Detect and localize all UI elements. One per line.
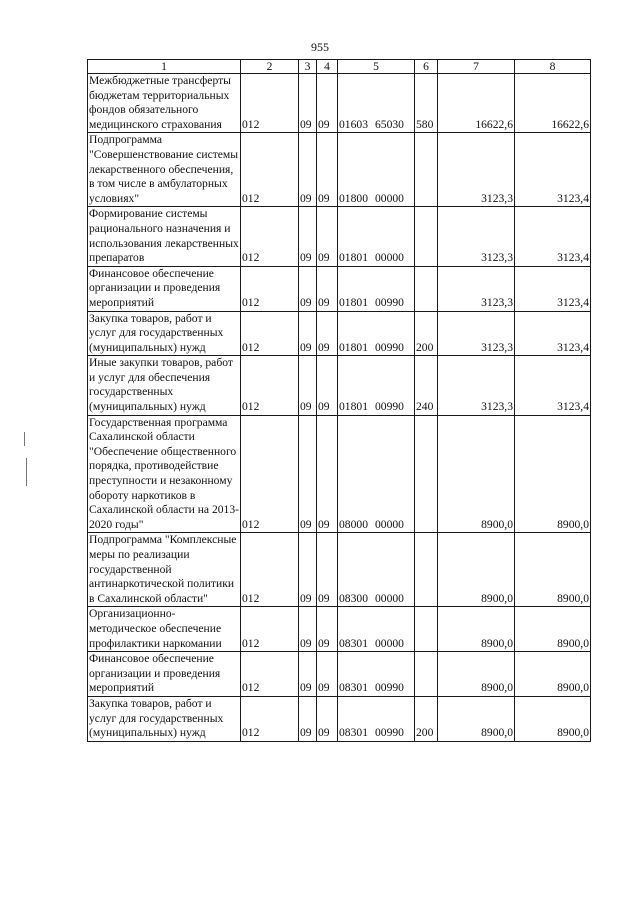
col-header-2: 2 [241,60,299,74]
row-section-code: 09 [299,652,317,697]
row-subsection-code: 09 [317,533,338,607]
row-sum-first: 8900,0 [438,607,515,652]
row-sum-first: 3123,3 [438,133,515,207]
row-target-article [338,652,415,697]
row-expense-type [415,266,438,311]
row-grbs-code: 012 [241,74,299,133]
row-grbs-code: 012 [241,311,299,356]
row-target-article [338,696,415,741]
row-name: Государственная программа Сахалинской области "Обеспечение общественного порядка, противодействие преступности и незаконному обороту наркотиков в Сахалинской области на 2013-2020 годы" [88,415,241,533]
row-name: Межбюджетные трансферты бюджетам территориальных фондов обязательного медицинского страхования [88,74,241,133]
row-section-code: 09 [299,415,317,533]
row-target-article-direction: 00990 [374,681,404,695]
row-target-article-direction: 00000 [374,517,404,531]
row-target-article-direction: 00990 [374,295,404,309]
col-header-8: 8 [515,60,591,74]
scan-artifact [26,458,27,486]
row-sum-first: 16622,6 [438,74,515,133]
col-header-7: 7 [438,60,515,74]
row-grbs-code: 012 [241,207,299,266]
row-name: Организационно-методическое обеспечение профилактики наркомании [88,607,241,652]
row-expense-type [415,652,438,697]
row-target-article-direction: 00990 [374,726,404,740]
row-section-code: 09 [299,311,317,356]
table-row [88,74,591,133]
row-target-article-direction: 00000 [374,636,404,650]
row-target-article-direction: 00000 [374,591,404,605]
header-row [88,60,591,74]
col-header-3: 3 [299,60,317,74]
row-grbs-code: 012 [241,266,299,311]
budget-table [87,59,591,742]
row-grbs-code: 012 [241,607,299,652]
row-target-article-program: 08300 [339,591,368,605]
row-section-code: 09 [299,533,317,607]
row-name: Формирование системы рационального назначения и использования лекарственных препаратов [88,207,241,266]
table-row [88,533,591,607]
row-name: Иные закупки товаров, работ и услуг для обеспечения государственных (муниципальных) нужд [88,356,241,415]
table-row [88,207,591,266]
row-grbs-code: 012 [241,133,299,207]
row-section-code: 09 [299,207,317,266]
row-sum-first: 3123,3 [438,207,515,266]
row-sum-second: 8900,0 [515,415,591,533]
col-header-5: 5 [338,60,415,74]
row-target-article-program: 08301 [339,726,368,740]
row-grbs-code: 012 [241,356,299,415]
row-expense-type: 580 [415,74,438,133]
row-subsection-code: 09 [317,266,338,311]
row-name: Закупка товаров, работ и услуг для государственных (муниципальных) нужд [88,311,241,356]
table-row [88,415,591,533]
row-sum-first: 8900,0 [438,415,515,533]
row-subsection-code: 09 [317,207,338,266]
row-sum-second: 3123,4 [515,311,591,356]
row-target-article-program: 08301 [339,681,368,695]
row-sum-first: 3123,3 [438,356,515,415]
row-grbs-code: 012 [241,415,299,533]
row-target-article-program: 01801 [339,400,368,414]
scan-artifact [24,432,25,446]
row-expense-type [415,415,438,533]
row-section-code: 09 [299,133,317,207]
row-section-code: 09 [299,607,317,652]
row-target-article [338,415,415,533]
row-name: Финансовое обеспечение организации и проведения мероприятий [88,652,241,697]
row-sum-first: 8900,0 [438,533,515,607]
row-expense-type [415,133,438,207]
row-sum-first: 8900,0 [438,652,515,697]
row-sum-second: 8900,0 [515,533,591,607]
row-sum-second: 8900,0 [515,607,591,652]
row-target-article-program: 01801 [339,340,368,354]
row-sum-first: 3123,3 [438,311,515,356]
row-subsection-code: 09 [317,133,338,207]
col-header-4: 4 [317,60,338,74]
table-row [88,311,591,356]
row-name: Закупка товаров, работ и услуг для государственных (муниципальных) нужд [88,696,241,741]
row-section-code: 09 [299,74,317,133]
row-target-article-program: 01801 [339,295,368,309]
row-target-article-program: 01603 [339,117,368,131]
page-number: 955 [311,40,329,54]
row-grbs-code: 012 [241,696,299,741]
table-row [88,266,591,311]
row-sum-second: 3123,4 [515,207,591,266]
row-target-article [338,133,415,207]
row-target-article [338,533,415,607]
row-target-article-direction: 00990 [374,400,404,414]
row-subsection-code: 09 [317,356,338,415]
row-target-article [338,266,415,311]
row-subsection-code: 09 [317,696,338,741]
row-target-article-program: 01800 [339,191,368,205]
row-sum-second: 8900,0 [515,696,591,741]
table-row [88,652,591,697]
row-section-code: 09 [299,356,317,415]
row-sum-second: 3123,4 [515,133,591,207]
row-target-article-direction: 65030 [374,117,404,131]
row-subsection-code: 09 [317,415,338,533]
row-expense-type [415,207,438,266]
table-row [88,696,591,741]
col-header-6: 6 [415,60,438,74]
col-header-1: 1 [88,60,241,74]
row-section-code: 09 [299,696,317,741]
row-name: Подпрограмма "Совершенствование системы лекарственного обеспечения, в том числе в амбулаторных условиях" [88,133,241,207]
row-expense-type [415,533,438,607]
row-target-article [338,311,415,356]
row-subsection-code: 09 [317,311,338,356]
row-subsection-code: 09 [317,607,338,652]
row-target-article-program: 01801 [339,251,368,265]
row-grbs-code: 012 [241,652,299,697]
row-subsection-code: 09 [317,74,338,133]
row-expense-type [415,607,438,652]
table-row [88,607,591,652]
row-expense-type: 240 [415,356,438,415]
row-target-article [338,356,415,415]
row-target-article-direction: 00990 [374,340,404,354]
row-expense-type: 200 [415,696,438,741]
row-sum-second: 16622,6 [515,74,591,133]
row-sum-second: 3123,4 [515,356,591,415]
table-row [88,356,591,415]
row-sum-first: 8900,0 [438,696,515,741]
row-sum-second: 8900,0 [515,652,591,697]
row-subsection-code: 09 [317,652,338,697]
row-expense-type: 200 [415,311,438,356]
row-section-code: 09 [299,266,317,311]
row-name: Подпрограмма "Комплексные меры по реализации государственной антинаркотической политики в Сахалинской области" [88,533,241,607]
row-target-article-direction: 00000 [374,251,404,265]
row-grbs-code: 012 [241,533,299,607]
row-target-article-direction: 00000 [374,191,404,205]
row-name: Финансовое обеспечение организации и проведения мероприятий [88,266,241,311]
row-target-article [338,74,415,133]
row-target-article-program: 08301 [339,636,368,650]
row-target-article-program: 08000 [339,517,368,531]
table-row [88,133,591,207]
row-sum-second: 3123,4 [515,266,591,311]
row-target-article [338,207,415,266]
row-target-article [338,607,415,652]
row-sum-first: 3123,3 [438,266,515,311]
